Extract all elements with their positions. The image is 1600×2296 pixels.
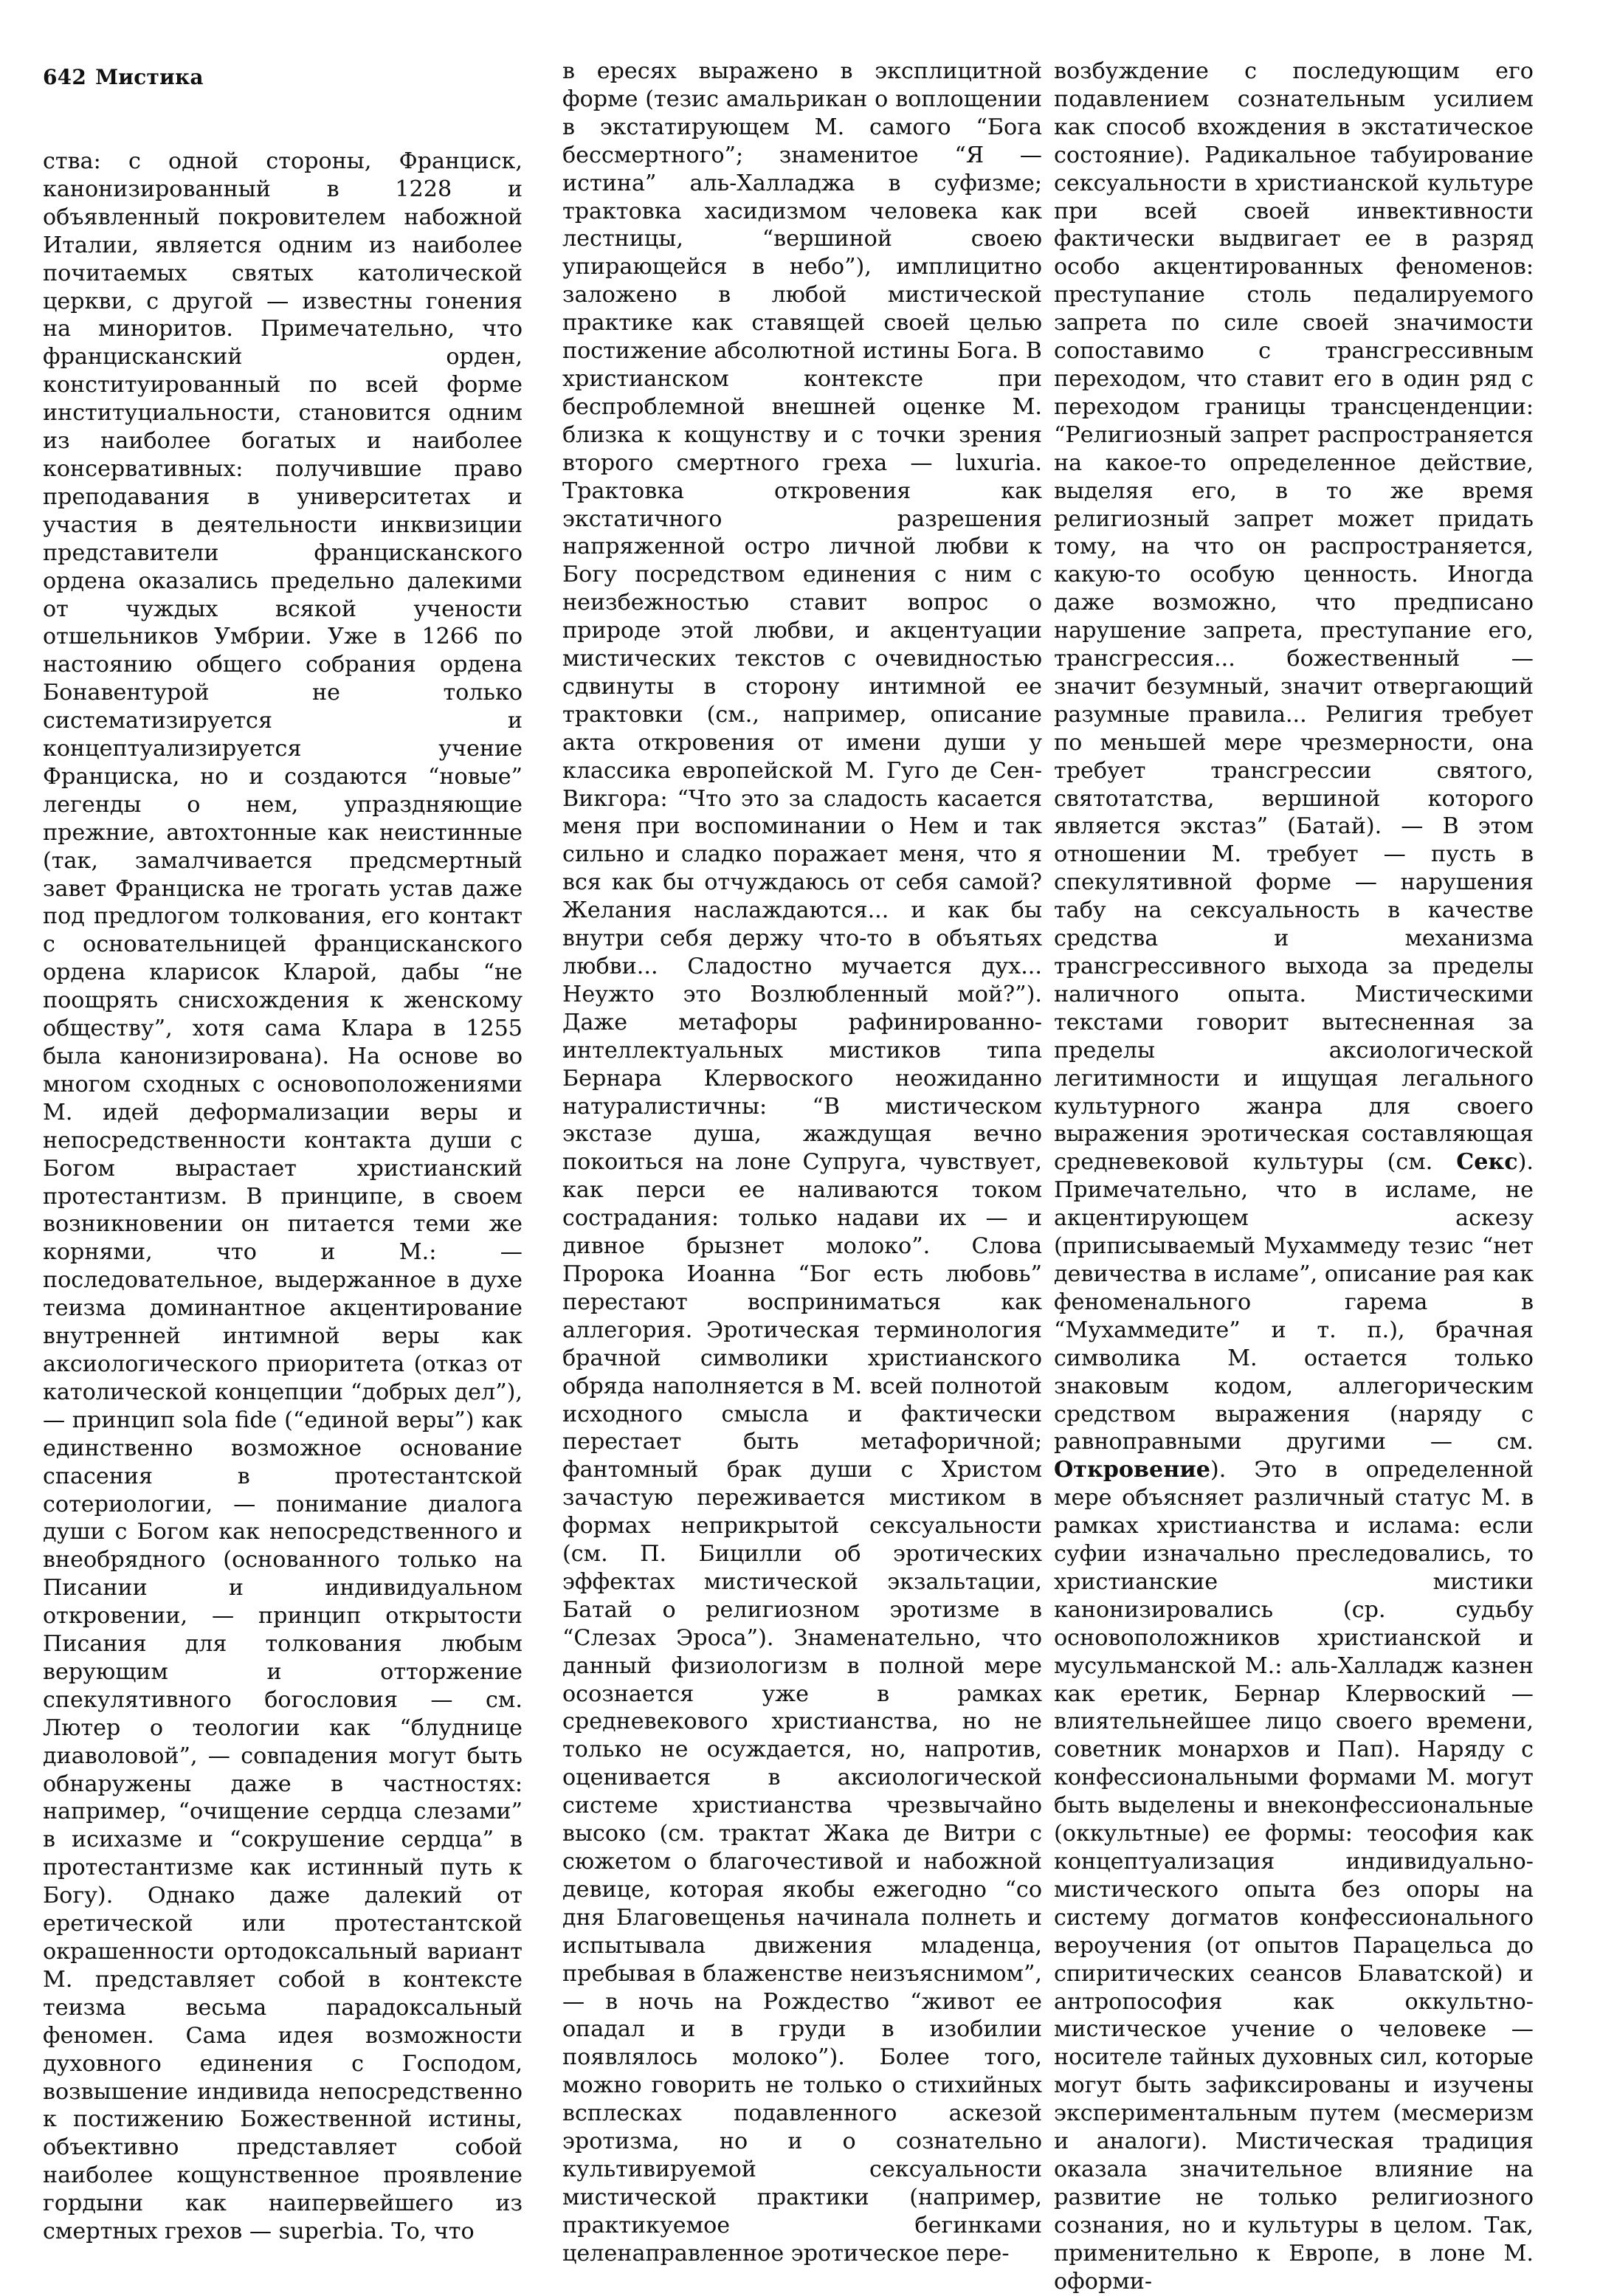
- section-title: Мистика: [95, 65, 204, 89]
- text-column-3: [1054, 58, 1534, 2295]
- column-2-text: в ересях выражено в эксплицитной форме (тезис амальрикан о воплощении в экстатирующем М. самого “Бога бессмертного”; знаменитое “Я — истина” аль-Халладжа в суфизме; трактовка хасидизмом человека как лестницы, “вершиной своею упирающейся в небо”), имплицитно заложено в любой мистической практике как ставящей своей целью постижение абсолютной истины Бога. В христианском контексте при беспроблемной внешней оценке М. близка к кощунству и с точки зрения второго смертного греха — luxuria. Трактовка откровения как экстатичного разрешения напряженной остро личной любви к Богу посредством единения с ним с неизбежностью ставит вопрос о природе этой любви, и акцентуации мистических текстов с очевидностью сдвинуты в сторону интимной ее трактовки (см., например, описание акта откровения от имени души у классика европейской М. Гуго де Сен-Викгора: “Что это за сладость касается меня при воспоминании о Нем и так сильно и сладко поражает меня, что я вся как бы отчуждаюсь от себя самой? Желания наслаждаются... и как бы внутри себя держу что-то в объятьях любви... Сладостно мучается дух... Неужто это Возлюбленный мой?”). Даже метафоры рафинированно-интеллектуальных мистиков типа Бернара Клервоского неожиданно натуралистичны: “В мистическом экстазе душа, жаждущая вечно покоиться на лоне Супруга, чувствует, как перси ее наливаются током сострадания: только надави их — и дивное брызнет молоко”. Слова Пророка Иоанна “Бог есть любовь” перестают восприниматься как аллегория. Эротическая терминология брачной символики христианского обряда наполняется в М. всей полнотой исходного смысла и фактически перестает быть метафоричной; фантомный брак души с Христом зачастую переживается мистиком в формах неприкрытой сексуальности (см. П. Бицилли об эротических эффектах мистической экзальтации, Батай о религиозном эротизме в “Слезах Эроса”). Знаменательно, что данный физиологизм в полной мере осознается уже в рамках средневекового христианства, но не только не осуждается, но, напротив, оценивается в аксиологической системе христианства чрезвычайно высоко (см. трактат Жака де Витри с сюжетом о благочестивой и набожной девице, которая якобы ежегодно “со дня Благовещенья начинала полнеть и испытывала движения младенца, пребывая в блаженстве неизъяснимом”, — в ночь на Рождество “живот ее опадал и в груди в изобилии появлялось молоко”). Более того, можно говорить не только о стихийных всплесках подавленного аскезой эротизма, но и о сознательно культивируемой сексуальности мистической практики (например, практикуемое бегинками целенаправленное эротическое пере-: [562, 58, 1042, 2266]
- column-3-text-part-1: возбуждение с последующим его подавлением сознательным усилием как способ вхождения в экстатическое состояние). Радикальное табуирование сексуальности в христианской культуре при всей своей инвективности фактически выдвигает ее в разряд особо акцентированных феноменов: преступание столь педалируемого запрета по силе своей значимости сопоставимо с трансгрессивным переходом, что ставит его в один ряд с переходом границы трансценденции: “Религиозный запрет распространяется на какое-то определенное действие, выделяя его, в то же время религиозный запрет может придать тому, на что он распространяется, какую-то особую ценность. Иногда даже возможно, что предписано нарушение запрета, преступание его, трансгрессия... божественный — значит безумный, значит отвергающий разумные правила... Религия требует по меньшей мере чрезмерности, она требует трансгрессии святого, святотатства, вершиной которого является экстаз” (Батай). — В этом отношении М. требует — пусть в спекулятивной форме — нарушения табу на сексуальность в качестве средства и механизма трансгрессивного выхода за пределы наличного опыта. Мистическими текстами говорит вытесненная за пределы аксиологической легитимности и ищущая легального культурного жанра для своего выражения эротическая составляющая средневековой культуры (см.: [1054, 58, 1534, 1176]
- column-1-text: ства: с одной стороны, Франциск, канонизированный в 1228 и объявленный покровителем набожной Италии, является одним из наиболее почитаемых святых католической церкви, с другой — известны гонения на миноритов. Примечательно, что францисканский орден, конституированный по всей форме институциальности, становится одним из наиболее богатых и наиболее консервативных: получившие право преподавания в университетах и участия в деятельности инквизиции представители францисканского ордена оказались предельно далекими от чуждых всякой учености отшельников Умбрии. Уже в 1266 по настоянию общего собрания ордена Бонавентурой не только систематизируется и концептуализируется учение Франциска, но и создаются “новые” легенды о нем, упраздняющие прежние, автохтонные как неистинные (так, замалчивается предсмертный завет Франциска не трогать устав даже под предлогом толкования, его контакт с основательницей францисканского ордена кларисок Кларой, дабы “не поощрять снисхождения к женскому обществу”, хотя сама Клара в 1255 была канонизирована). На основе во многом сходных с основоположениями М. идей деформализации веры и непосредственности контакта души с Богом вырастает христианский протестантизм. В принципе, в своем возникновении он питается теми же корнями, что и М.: — последовательное, выдержанное в духе теизма доминантное акцентирование внутренней интимной веры как аксиологического приоритета (отказ от католической концепции “добрых дел”), — принцип sola fide (“единой веры”) как единственно возможное основание спасения в протестантской сотериологии, — понимание диалога души с Богом как непосредственного и внеобрядного (основанного только на Писании и индивидуальном откровении, — принцип открытости Писания для толкования любым верующим и отторжение спекулятивного богословия — см. Лютер о теологии как “блуднице диаволовой”, — совпадения могут быть обнаружены даже в частностях: например, “очищение сердца слезами” в исихазме и “сокрушение сердца” в протестантизме как истинный путь к Богу). Однако даже далекий от еретической или протестантской окрашенности ортодоксальный вариант М. представляет собой в контексте теизма весьма парадоксальный феномен. Сама идея возможности духовного единения с Господом, возвышение индивида непосредственно к постижению Божественной истины, объективно представляет собой наиболее кощунственное проявление гордыни как наипервейшего из смертных грехов — superbia. То, что: [43, 148, 523, 2245]
- column-3-text-part-3: ). Это в определенной мере объясняет различный статус М. в рамках христианства и ислама: если суфии изначально преследовались, то христианские мистики канонизировались (ср. судьбу основоположников христианской и мусульманской М.: аль-Халладж казнен как еретик, Бернар Клервоский — влиятельнейшее лицо своего времени, советник монархов и Пап). Наряду с конфессиональными формами М. могут быть выделены и внеконфессиональные (оккультные) ее формы: теософия как концептуализация индивидуально-мистического опыта без опоры на систему догматов конфессионального вероучения (от опытов Парацельса до спиритических сеансов Блаватской) и антропософия как оккультно-мистическое учение о человеке — носителе тайных духовных сил, которые могут быть зафиксированы и изучены экспериментальным путем (месмеризм и аналоги). Мистическая традиция оказала значительное влияние на развитие не только религиозного сознания, но и культуры в целом. Так, применительно к Европе, в лоне М. оформи-: [1054, 1457, 1534, 2295]
- text-column-1: [43, 148, 523, 2273]
- column-3-text: [1054, 58, 1534, 2296]
- cross-reference-sex: Секс: [1456, 1149, 1518, 1176]
- running-head: [43, 65, 204, 89]
- page-number: 642: [43, 65, 87, 89]
- column-3-text-part-2: ). Примечательно, что в исламе, не акцентирующем аскезу (приписываемый Мухаммеду тезис “нет девичества в исламе”, описание рая как феноменального гарема в “Мухаммедите” и т. п.), брачная символика М. остается только знаковым кодом, аллегорическим средством выражения (наряду с равноправными другими — см.: [1054, 1149, 1534, 1455]
- cross-reference-revelation: Откровение: [1054, 1457, 1210, 1483]
- text-column-2: [562, 58, 1042, 2272]
